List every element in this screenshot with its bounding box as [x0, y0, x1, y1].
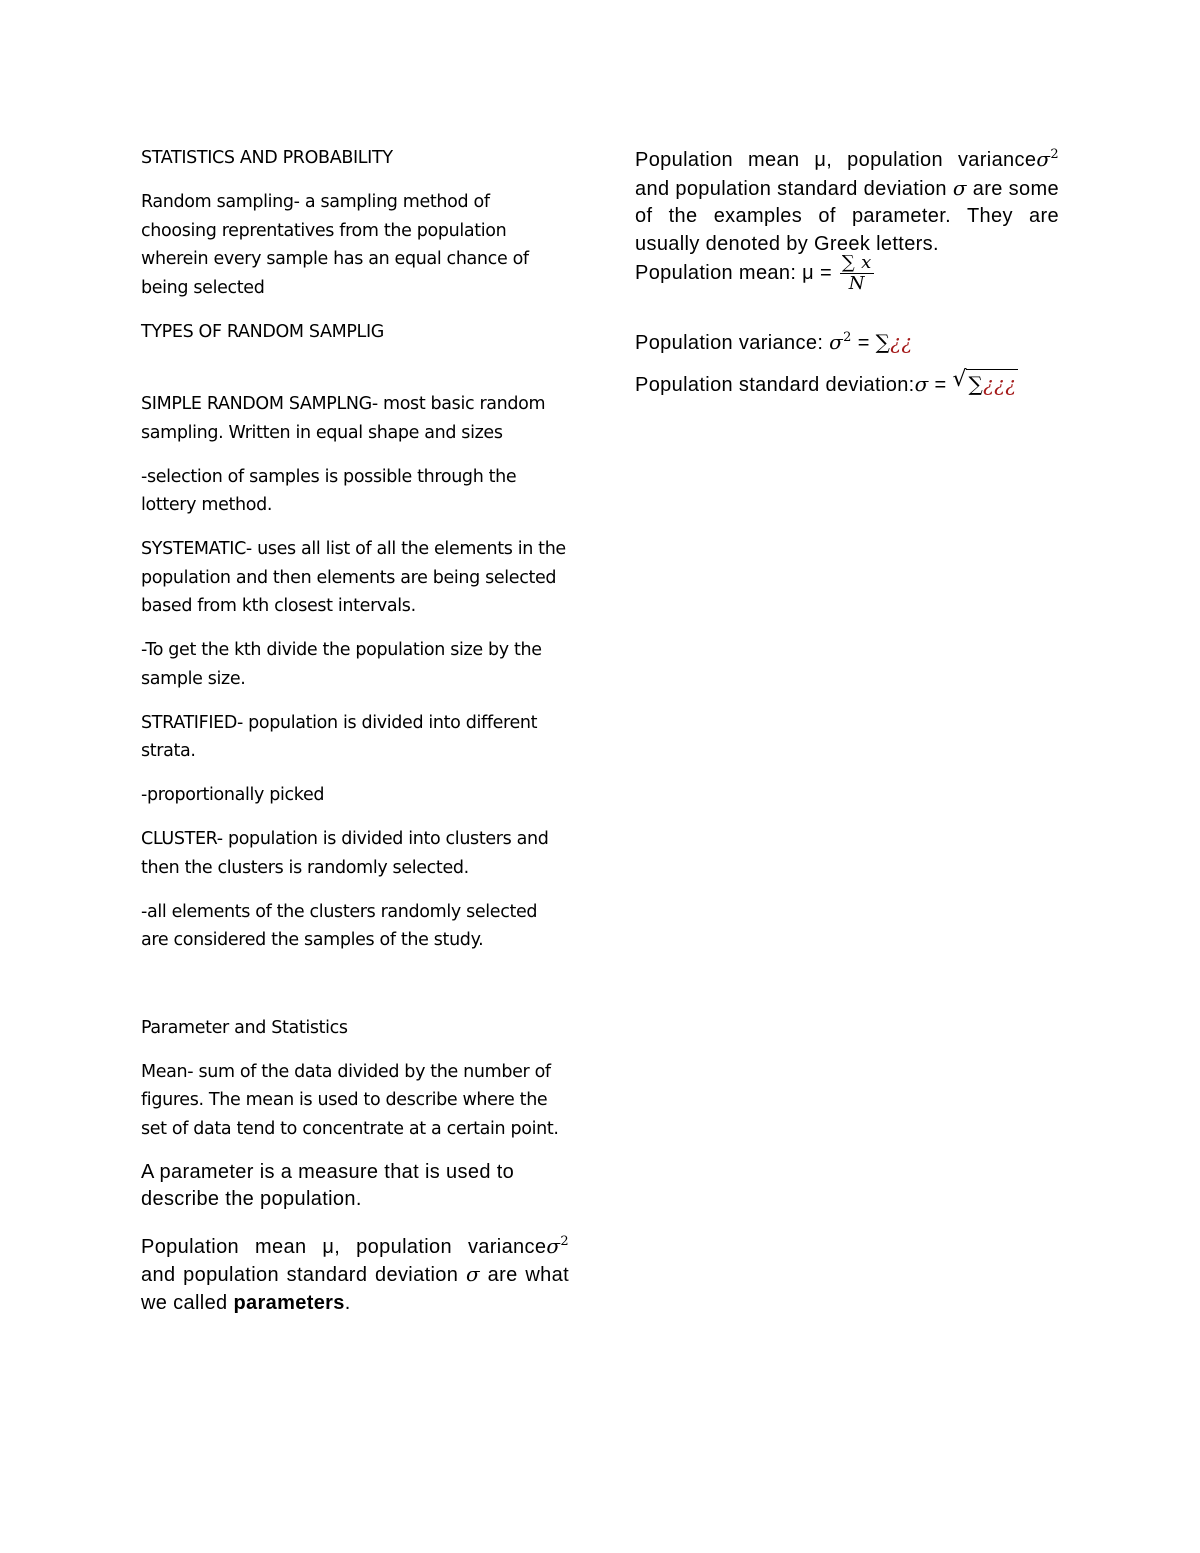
- random-sampling-definition: Random sampling- a sampling method of choosing reprentatives from the population wherein every sample has an equal chance of being selected: [141, 192, 529, 298]
- squared-superscript: 2: [1050, 147, 1059, 162]
- sigma-symbol: σ: [952, 175, 967, 200]
- sigma-symbol: σ: [829, 330, 844, 354]
- sigma-symbol: σ: [546, 1233, 561, 1258]
- std-label: Population standard deviation:: [635, 374, 915, 396]
- intro-text-b: and population standard deviation: [635, 177, 953, 200]
- variance-label: Population variance:: [635, 332, 830, 354]
- squared-superscript: 2: [843, 330, 852, 345]
- parameters-text-c: are what we called: [141, 1264, 569, 1314]
- left-column: [141, 144, 569, 1331]
- right-column: [635, 141, 1059, 396]
- mean-numerator: ∑ x: [841, 252, 872, 273]
- radical-icon: √: [952, 367, 967, 392]
- parameter-heading: Parameter and Statistics: [141, 1017, 348, 1038]
- mean-definition: Mean- sum of the data divided by the number of figures. The mean is used to describe where the set of data tend to concentrate at a certain point.: [141, 1061, 559, 1139]
- mean-denominator: N: [848, 273, 865, 294]
- mean-fraction: [840, 253, 874, 294]
- sigma-symbol: σ: [1036, 147, 1051, 171]
- parameters-text-a: Population mean μ, population variance: [141, 1235, 547, 1258]
- std-sum-symbol: ∑: [968, 372, 984, 396]
- std-error-marks: ¿¿¿: [983, 372, 1017, 396]
- squared-superscript: 2: [560, 1233, 569, 1249]
- parameters-intro: [635, 141, 1059, 258]
- simple-random-note: -selection of samples is possible through the lottery method.: [141, 466, 517, 515]
- intro-text-c: are some of the examples of parameter. They are usually denoted by Greek letters.: [635, 177, 1059, 255]
- cluster-note: -all elements of the clusters randomly selected are considered the samples of the study.: [141, 901, 538, 950]
- parameters-paragraph: [141, 1228, 569, 1318]
- population-mean-formula: [635, 253, 874, 294]
- stratified-note: -proportionally picked: [141, 785, 325, 805]
- population-variance-formula: [635, 324, 912, 358]
- systematic-definition: SYSTEMATIC- uses all list of all the elements in the population and then elements are being selected based from kth closest intervals.: [141, 539, 566, 616]
- intro-text-a: Population mean μ, population variance: [635, 149, 1037, 171]
- sigma-symbol: σ: [914, 372, 929, 396]
- sum-symbol: ∑: [875, 330, 891, 354]
- mean-label: Population mean: μ =: [635, 261, 838, 284]
- parameters-text-b: and population standard deviation: [141, 1264, 466, 1286]
- parameters-end: .: [344, 1291, 351, 1314]
- std-equals: =: [928, 374, 953, 396]
- radicand: [966, 369, 1018, 400]
- document-title: STATISTICS AND PROBABILITY: [141, 148, 393, 168]
- variance-error-marks: ¿¿: [890, 330, 913, 354]
- parameters-bold: parameters: [233, 1291, 345, 1314]
- square-root: [952, 369, 1018, 400]
- stratified-definition: STRATIFIED- population is divided into different strata.: [141, 712, 538, 761]
- simple-random-definition: SIMPLE RANDOM SAMPLNG- most basic random sampling. Written in equal shape and sizes: [141, 394, 546, 443]
- sigma-symbol: σ: [465, 1262, 480, 1286]
- cluster-definition: CLUSTER- population is divided into clusters and then the clusters is randomly selected.: [141, 829, 549, 878]
- parameter-definition: A parameter is a measure that is used to describe the population.: [141, 1160, 515, 1210]
- types-heading: TYPES OF RANDOM SAMPLIG: [141, 321, 384, 342]
- population-std-formula: [635, 369, 1018, 400]
- systematic-note: -To get the kth divide the population size by the sample size.: [141, 640, 542, 689]
- variance-equals: =: [851, 332, 876, 354]
